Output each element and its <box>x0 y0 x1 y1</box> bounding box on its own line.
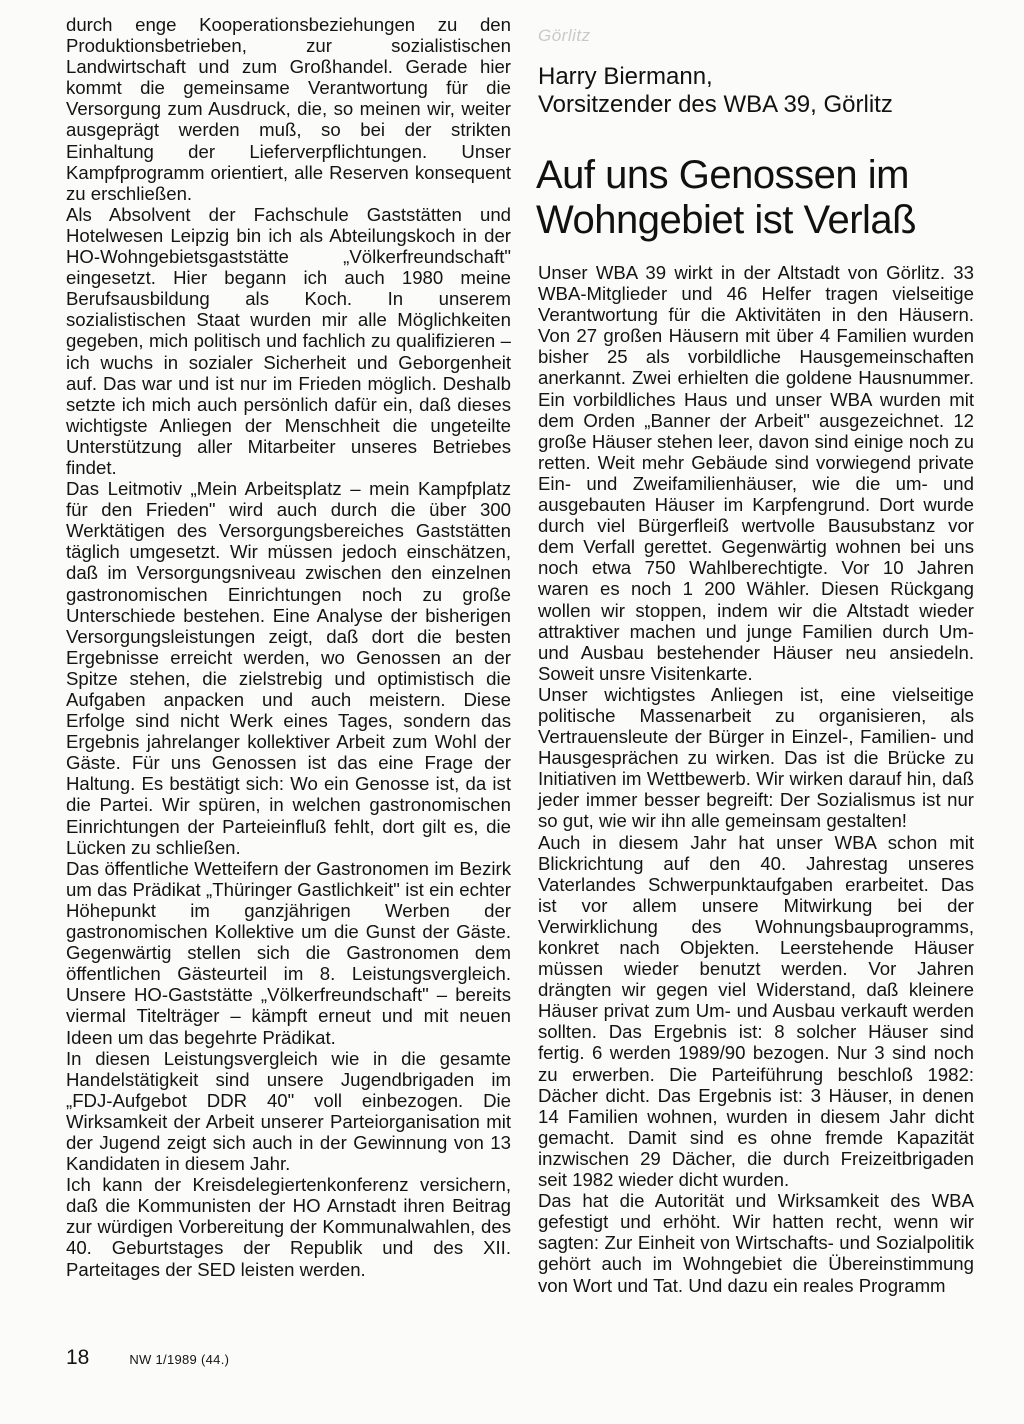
right-paragraph: Unser WBA 39 wirkt in der Altstadt von Görlitz. 33 WBA-Mitglieder und 46 Helfer tragen vielseitige Verantwortung für die Aktivitäten in den Häusern. Von 27 großen Häusern mit über 4 Familien wurden bisher 25 als vorbildliche Hausgemeinschaften anerkannt. Zwei erhielten die goldene Hausnummer. Ein vorbildliches Haus und unser WBA wurden mit dem Orden „Banner der Arbeit" ausgezeichnet. 12 große Häuser stehen leer, davon sind einige noch zu retten. Weit mehr Gebäude sind vorwiegend private Ein- und Zweifamilienhäuser, wie die um- und ausgebauten Häuser im Karpfengrund. Dort wurde durch viel Bürgerfleiß wertvolle Bausubstanz vor dem Verfall gerettet. Gegenwärtig wohnen bei uns noch etwa 750 Wahlberechtigte. Vor 10 Jahren waren es noch 1 200 Wähler. Diesen Rückgang wollen wir stoppen, indem wir die Altstadt wieder attraktiver machen und junge Familien durch Um- und Ausbau bestehender Häuser neu ansiedeln. Soweit unsre Visitenkarte. <box>538 262 974 684</box>
right-paragraph: Unser wichtigstes Anliegen ist, eine vielseitige politische Massenarbeit zu organisieren, als Vertrauensleute der Bürger in Einzel-, Familien- und Hausgesprächen zu wirken. Das ist die Brücke zu Initiativen im Wettbewerb. Wir wirken darauf hin, daß jeder immer besser begreift: Der Sozialismus ist nur so gut, wie wir ihn alle gemeinsam gestalten! <box>538 683 974 832</box>
page-number: 18 <box>66 1346 90 1369</box>
left-paragraph: In diesen Leistungsvergleich wie in die gesamte Handelstätigkeit sind unsere Jugendbrigaden im „FDJ-Aufgebot DDR 40" voll einbezogen. Die Wirksamkeit der Arbeit unserer Parteiorganisation mit der Jugend zeigt sich auch in der Gewinnung von 13 Kandidaten in diesem Jahr. <box>66 1047 511 1175</box>
article-headline: Auf uns Genossen im Wohngebiet ist Verlaß <box>536 153 917 242</box>
issue-label: NW 1/1989 (44.) <box>129 1352 230 1367</box>
right-article-column <box>538 262 974 1296</box>
left-paragraph: Das Leitmotiv „Mein Arbeitsplatz – mein Kampfplatz für den Frieden" wird auch durch die über 300 Werktätigen des Versorgungsbereiches Gaststätten täglich umgesetzt. Wir müssen jedoch einschätzen, daß im Versorgungsniveau zwischen den einzelnen gastronomischen Einrichtungen noch zu große Unterschiede bestehen. Eine Analyse der bisherigen Versorgungsleistungen zeigt, daß dort die besten Ergebnisse erreicht werden, wo Genossen an der Spitze stehen, die zielstrebig und optimistisch die Aufgaben anpacken und auch meistern. Diese Erfolge sind nicht Werk eines Tages, sondern das Ergebnis jahrelanger kollektiver Arbeit zum Wohl der Gäste. Für uns Genossen ist das eine Frage der Haltung. Es bestätigt sich: Wo ein Genosse ist, da ist die Partei. Wir spüren, in welchen gastronomischen Einrichtungen der Parteieinfluß fehlt, dort gilt es, die Lücken zu schließen. <box>66 478 511 858</box>
left-paragraph: Ich kann der Kreisdelegiertenkonferenz versichern, daß die Kommunisten der HO Arnstadt ihren Beitrag zur würdigen Vorbereitung der Kommunalwahlen, des 40. Geburtstages der Republik und des XII. Parteitages der SED leisten werden. <box>66 1174 511 1280</box>
place-label: Görlitz <box>538 26 591 45</box>
left-paragraph: Als Absolvent der Fachschule Gaststätten und Hotelwesen Leipzig bin ich als Abteilungskoch in der HO-Wohngebietsgaststätte „Völkerfreundschaft" eingesetzt. Hier begann ich auch 1980 meine Berufsausbildung als Koch. In unserem sozialistischen Staat wurden mir alle Möglichkeiten gegeben, mich politisch und fachlich zu qualifizieren – ich wuchs in sozialer Sicherheit und Geborgenheit auf. Das war und ist nur im Frieden möglich. Deshalb setzte ich mich auch persönlich dafür ein, daß dieses wichtigste Anliegen der Menschheit die ungeteilte Unterstützung aller Mitarbeiter unseres Betriebes findet. <box>66 203 511 478</box>
right-paragraph: Auch in diesem Jahr hat unser WBA schon mit Blickrichtung auf den 40. Jahrestag unseres Vaterlandes Schwerpunktaufgaben erarbeitet. Das ist vor allem unsere Mitwirkung bei der Verwirklichung des Wohnungsbauprogramms, konkret nach Objekten. Leerstehende Häuser müssen wieder benutzt werden. Vor Jahren drängten wir gegen viel Widerstand, daß kleinere Häuser privat zum Um- und Ausbau verkauft werden sollten. Das Ergebnis ist: 8 solcher Häuser sind fertig. 6 werden 1989/90 bezogen. Nur 3 sind noch zu erwerben. Die Parteiführung beschloß 1982: Dächer dicht. Das Ergebnis ist: 3 Häuser, in denen 14 Familien wohnen, wurden in diesem Jahr dicht gemacht. Damit sind es ohne fremde Kapazität inzwischen 29 Dächer, die durch Freizeitbrigaden seit 1982 wieder dicht wurden. <box>538 831 974 1191</box>
left-article-column <box>66 14 511 1280</box>
author-name: Harry Biermann, <box>538 63 713 90</box>
left-paragraph: Das öffentliche Wetteifern der Gastronomen im Bezirk um das Prädikat „Thüringer Gastlichkeit" ist ein echter Höhepunkt im ganzjährigen Werben der gastronomischen Kollektive um die Gunst der Gäste. Gegenwärtig stellen sich die Gastronomen dem öffentlichen Gästeurteil im 8. Leistungsvergleich. Unsere HO-Gaststätte „Völkerfreundschaft" – bereits viermal Titelträger – kämpft erneut und mit neuen Ideen um das begehrte Prädikat. <box>66 857 511 1048</box>
author-role: Vorsitzender des WBA 39, Görlitz <box>538 91 893 118</box>
right-paragraph: Das hat die Autorität und Wirksamkeit des WBA gefestigt und erhöht. Wir hatten recht, wenn wir sagten: Zur Einheit von Wirtschafts- und Sozialpolitik gehört auch im Wohngebiet die Übereinstimmung von Wort und Tat. Und dazu ein reales Programm <box>538 1190 974 1296</box>
page-footer <box>66 1346 229 1370</box>
left-paragraph: durch enge Kooperationsbeziehungen zu den Produktionsbetrieben, zur sozialistischen Landwirtschaft und zum Großhandel. Gerade hier kommt die gemeinsame Verantwortung für die Versorgung zum Ausdruck, die, so meinen wir, weiter ausgeprägt werden muß, so bei der strikten Einhaltung der Lieferverpflichtungen. Unser Kampfprogramm orientiert, alle Reserven konsequent zu erschließen. <box>66 14 511 204</box>
